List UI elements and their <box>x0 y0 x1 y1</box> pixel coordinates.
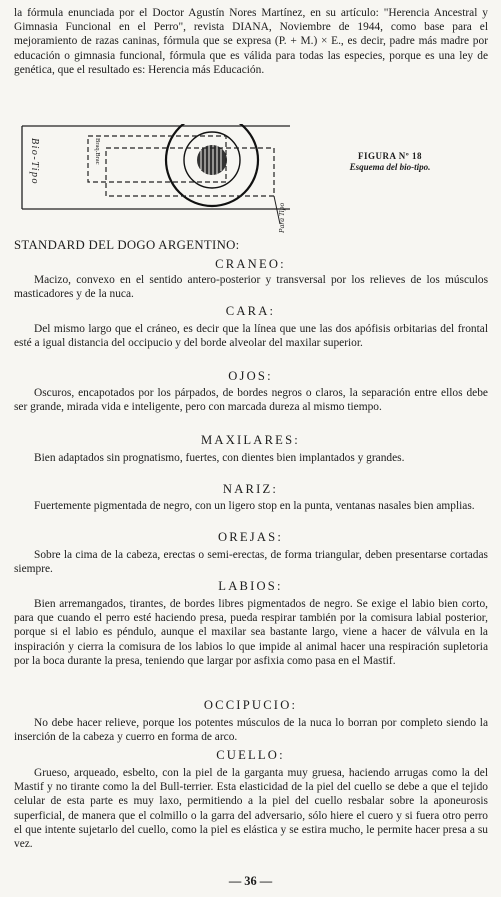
section-heading: CUELLO: <box>216 748 285 762</box>
section-heading: LABIOS: <box>218 579 283 593</box>
intro-paragraph: la fórmula enunciada por el Doctor Agustín Nores Martínez, en su artículo: "Herencia Ancestral y Gimnasia Funcional en el Perro", revista DIANA, Noviembre de 1944, como base para el mejoramiento de razas caninas, fórmula que se expresa (P. + M.) × E., es decir, padre más madre por educación o gimnasia funcional, fórmula que es válida para todas las especies, porque es una ley de genética, que el resultado es: Herencia más Educación. <box>14 7 488 76</box>
section-heading: NARIZ: <box>222 482 279 496</box>
figure-caption-subtitle: Esquema del bio-tipo. <box>349 162 431 172</box>
section-body: Oscuros, encapotados por los párpados, de bordes negros o claros, la separación entre ellos debe ser grande, mirada vida e inteligente, pero con marcada dureza al mismo tiempo. <box>14 387 488 414</box>
section-heading: CARA: <box>225 304 276 318</box>
figure-caption <box>330 151 450 173</box>
section-body: No debe hacer relieve, porque los potentes músculos de la nuca lo borran por completo siendo la inserción de la cabeza y cuerro en forma de arco. <box>14 717 488 744</box>
section-body: Bien arremangados, tirantes, de bordes libres pigmentados de negro. Se exige el labio bien corto, para que cuando el perro esté haciendo presa, pueda respirar también por la comisura labial posterior, porque si el labio es péndulo, aunque el maxilar sea bastante largo, viene a hacer de válvula en la inspiración y cierra la comisura de los labios lo que impide al animal hacer una respiración supletoria por la boca durante la presa, teniendo que largar por asfixia como pasa en el Mastif. <box>14 598 488 667</box>
figure-caption-title: FIGURA Nº 18 <box>358 151 422 161</box>
section-heading: MAXILARES: <box>201 433 300 447</box>
standard-title: STANDARD DEL DOGO ARGENTINO: <box>14 238 240 252</box>
section-body: Bien adaptados sin prognatismo, fuertes, con dientes bien implantados y grandes. <box>34 452 405 464</box>
section-body: Macizo, convexo en el sentido antero-posterior y transversal por los relieves de los músculos masticadores y de la nuca. <box>14 274 488 301</box>
braquicefalo-label: Braq.Brac <box>94 138 101 165</box>
section-body: Sobre la cima de la cabeza, erectas o semi-erectas, de forma triangular, deben presentarse cortadas siempre. <box>14 549 488 576</box>
section-heading: OREJAS: <box>217 530 284 544</box>
section-heading: OJOS: <box>228 369 273 383</box>
section-body: Grueso, arqueado, esbelto, con la piel de la garganta muy gruesa, haciendo arrugas como la del Mastif y no tirante como la del Bull-terrier. Esta elasticidad de la piel del cuello se debe a que el tejido celular de esta parte es muy laxo, permitiendo a la piel del cuello resbalar sobre la aponeurosis superficial, de manera que el colmillo o la garra del adversario, sólo hiere el cuero y si fuera otro perro el que intente sujetarlo del cuello, como la piel es elástica y se estira mucho, le permite hacer presa a su vez. <box>14 767 488 851</box>
section-body: Del mismo largo que el cráneo, es decir que la línea que une las dos apófisis orbitarias del frontal esté a igual distancia del occipucio y del borde alveolar del maxilar superior. <box>14 323 488 350</box>
section-body: Fuertemente pigmentada de negro, con un ligero stop en la punta, ventanas nasales bien amplias. <box>34 500 475 512</box>
paratipo-label: Para Tipo <box>277 202 286 233</box>
biotipo-label: Bio-Tipo <box>29 138 40 186</box>
page-number: — 36 — <box>228 874 273 888</box>
section-heading: CRANEO: <box>215 257 286 271</box>
section-heading: OCCIPUCIO: <box>203 698 298 712</box>
biotipo-diagram <box>20 124 340 236</box>
biotipo-figure <box>20 124 340 236</box>
